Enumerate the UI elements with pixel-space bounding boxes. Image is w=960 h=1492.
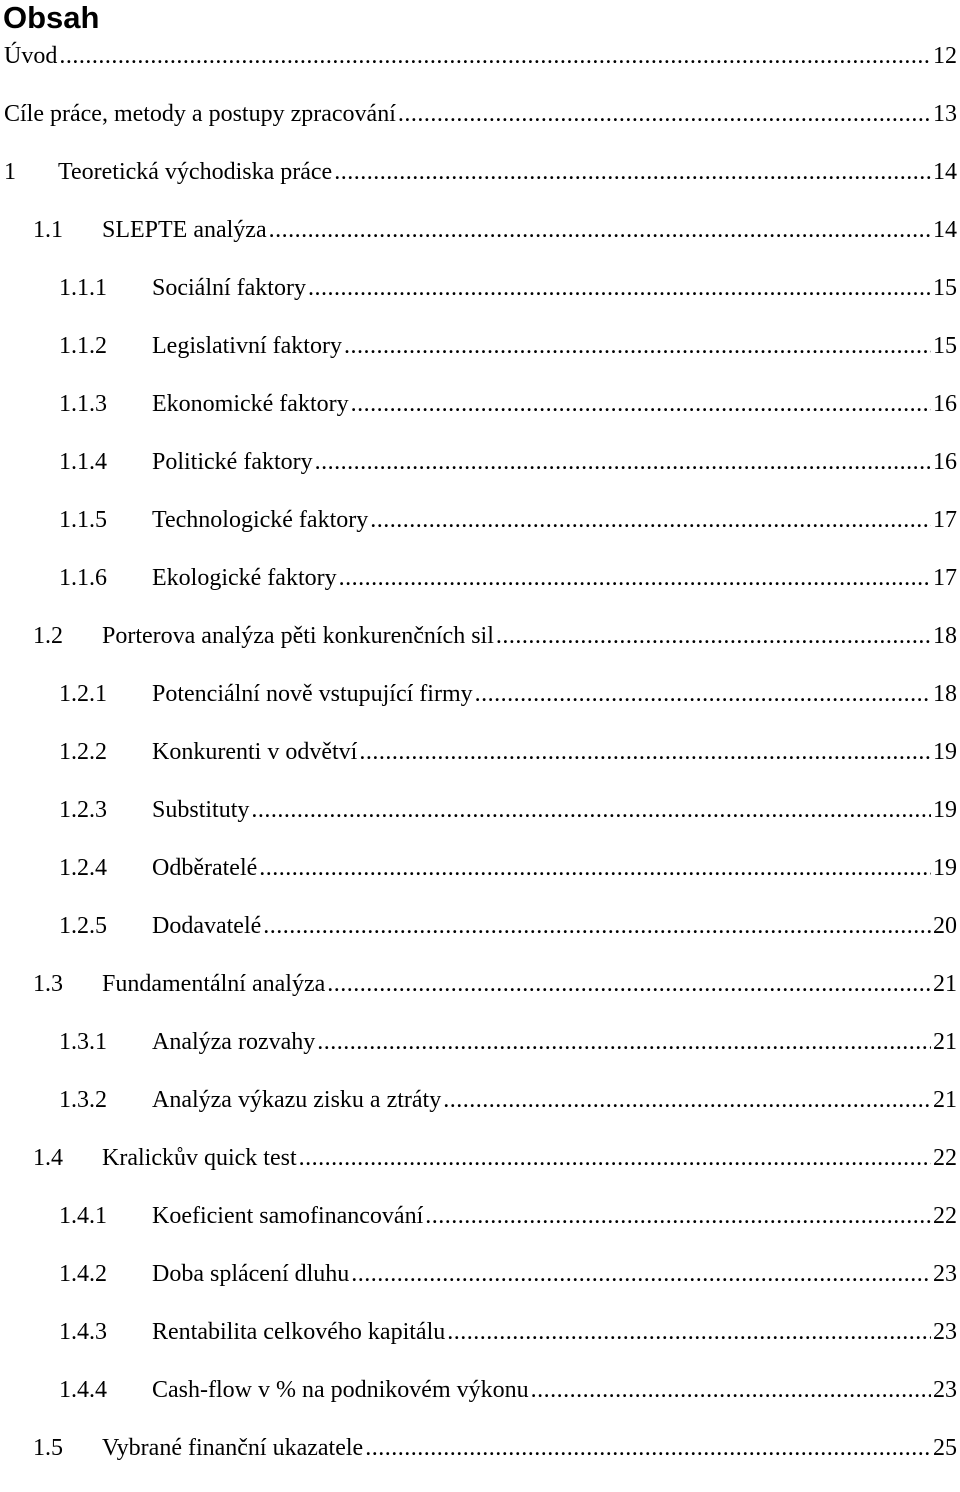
toc-entry[interactable] xyxy=(0,42,960,100)
toc-entry[interactable] xyxy=(0,332,960,390)
toc-entry[interactable] xyxy=(0,506,960,564)
toc-entry-number: 1.1.2 xyxy=(59,333,107,359)
toc-entry-number: 1.3 xyxy=(33,971,63,997)
toc-entry[interactable] xyxy=(0,1318,960,1376)
dot-leader xyxy=(344,332,931,361)
dot-leader xyxy=(308,274,931,303)
toc-entry-title: SLEPTE analýza xyxy=(102,217,267,243)
toc-entry-page-number: 23 xyxy=(933,1377,957,1403)
dot-leader xyxy=(496,622,931,651)
toc-entry[interactable] xyxy=(0,158,960,216)
toc-entry-page-number: 25 xyxy=(933,1435,957,1461)
dot-leader xyxy=(365,1434,931,1463)
toc-entry-page-number: 16 xyxy=(933,391,957,417)
dot-leader xyxy=(370,506,931,535)
toc-entry-page-number: 14 xyxy=(933,159,957,185)
toc-entry-page-number: 15 xyxy=(933,333,957,359)
toc-entry[interactable] xyxy=(0,1376,960,1434)
toc-entry[interactable] xyxy=(0,1086,960,1144)
toc-entry[interactable] xyxy=(0,680,960,738)
dot-leader xyxy=(447,1318,931,1347)
dot-leader xyxy=(443,1086,931,1115)
toc-entry[interactable] xyxy=(0,1434,960,1492)
toc-entry-page-number: 18 xyxy=(933,681,957,707)
toc-entry-page-number: 21 xyxy=(933,1087,957,1113)
dot-leader xyxy=(351,390,931,419)
toc-entry[interactable] xyxy=(0,448,960,506)
toc-entry-page-number: 12 xyxy=(933,43,957,69)
dot-leader xyxy=(269,216,931,245)
toc-entry-title: Sociální faktory xyxy=(152,275,306,301)
dot-leader xyxy=(299,1144,931,1173)
toc-entry-number: 1.4.2 xyxy=(59,1261,107,1287)
dot-leader xyxy=(351,1260,931,1289)
toc-entry-number: 1.4.1 xyxy=(59,1203,107,1229)
toc-entry-number: 1.2.2 xyxy=(59,739,107,765)
toc-entry[interactable] xyxy=(0,738,960,796)
dot-leader xyxy=(334,158,931,187)
dot-leader xyxy=(315,448,931,477)
toc-entry-page-number: 20 xyxy=(933,913,957,939)
page-title: Obsah xyxy=(3,0,100,35)
toc-entry-number: 1 xyxy=(4,159,16,185)
toc-entry-number: 1.3.2 xyxy=(59,1087,107,1113)
toc-entry-page-number: 17 xyxy=(933,507,957,533)
toc-entry-title: Potenciální nově vstupující firmy xyxy=(152,681,473,707)
table-of-contents xyxy=(0,42,960,1492)
toc-entry-number: 1.1.4 xyxy=(59,449,107,475)
toc-entry-title: Technologické faktory xyxy=(152,507,369,533)
toc-entry[interactable] xyxy=(0,100,960,158)
dot-leader xyxy=(359,738,931,767)
dot-leader xyxy=(327,970,931,999)
toc-entry-page-number: 19 xyxy=(933,855,957,881)
toc-entry[interactable] xyxy=(0,390,960,448)
toc-entry-number: 1.2 xyxy=(33,623,63,649)
toc-entry-title: Kralickův quick test xyxy=(102,1145,297,1171)
toc-entry-title: Teoretická východiska práce xyxy=(58,159,333,185)
toc-entry-page-number: 14 xyxy=(933,217,957,243)
toc-entry-page-number: 23 xyxy=(933,1319,957,1345)
toc-entry[interactable] xyxy=(0,216,960,274)
toc-entry-number: 1.4.3 xyxy=(59,1319,107,1345)
toc-entry[interactable] xyxy=(0,274,960,332)
toc-entry-title: Koeficient samofinancování xyxy=(152,1203,424,1229)
toc-entry[interactable] xyxy=(0,564,960,622)
toc-entry-title: Politické faktory xyxy=(152,449,313,475)
toc-entry-title: Porterova analýza pěti konkurenčních sil xyxy=(102,623,494,649)
toc-entry-number: 1.1.1 xyxy=(59,275,107,301)
dot-leader xyxy=(475,680,931,709)
dot-leader xyxy=(251,796,931,825)
toc-entry-page-number: 21 xyxy=(933,971,957,997)
toc-entry-number: 1.2.3 xyxy=(59,797,107,823)
toc-entry-number: 1.4 xyxy=(33,1145,63,1171)
toc-entry-title: Rentabilita celkového kapitálu xyxy=(152,1319,446,1345)
toc-entry-page-number: 22 xyxy=(933,1203,957,1229)
toc-entry-page-number: 22 xyxy=(933,1145,957,1171)
toc-entry[interactable] xyxy=(0,854,960,912)
toc-entry-title: Dodavatelé xyxy=(152,913,262,939)
toc-entry-page-number: 18 xyxy=(933,623,957,649)
toc-entry-number: 1.2.1 xyxy=(59,681,107,707)
toc-entry-page-number: 23 xyxy=(933,1261,957,1287)
toc-entry-page-number: 16 xyxy=(933,449,957,475)
toc-entry-title: Legislativní faktory xyxy=(152,333,342,359)
toc-entry-page-number: 21 xyxy=(933,1029,957,1055)
toc-entry[interactable] xyxy=(0,1260,960,1318)
toc-entry-number: 1.1.6 xyxy=(59,565,107,591)
toc-entry-page-number: 17 xyxy=(933,565,957,591)
toc-entry-number: 1.1.5 xyxy=(59,507,107,533)
toc-entry-title: Doba splácení dluhu xyxy=(152,1261,350,1287)
toc-entry-title: Konkurenti v odvětví xyxy=(152,739,358,765)
toc-entry[interactable] xyxy=(0,912,960,970)
toc-entry-number: 1.1.3 xyxy=(59,391,107,417)
toc-entry-number: 1.3.1 xyxy=(59,1029,107,1055)
dot-leader xyxy=(259,854,931,883)
toc-entry-title: Analýza rozvahy xyxy=(152,1029,316,1055)
toc-entry-title: Vybrané finanční ukazatele xyxy=(102,1435,364,1461)
toc-entry-title: Ekonomické faktory xyxy=(152,391,349,417)
toc-entry-number: 1.2.4 xyxy=(59,855,107,881)
toc-entry-number: 1.5 xyxy=(33,1435,63,1461)
dot-leader xyxy=(531,1376,931,1405)
toc-entry[interactable] xyxy=(0,796,960,854)
toc-entry-title: Analýza výkazu zisku a ztráty xyxy=(152,1087,442,1113)
toc-entry[interactable] xyxy=(0,622,960,680)
dot-leader xyxy=(263,912,931,941)
dot-leader xyxy=(317,1028,931,1057)
toc-entry[interactable] xyxy=(0,1144,960,1202)
toc-entry-page-number: 13 xyxy=(933,101,957,127)
dot-leader xyxy=(59,42,931,71)
toc-entry-title: Úvod xyxy=(4,43,58,69)
toc-entry-number: 1.4.4 xyxy=(59,1377,107,1403)
dot-leader xyxy=(425,1202,931,1231)
toc-entry[interactable] xyxy=(0,1028,960,1086)
toc-entry-title: Cash-flow v % na podnikovém výkonu xyxy=(152,1377,529,1403)
toc-entry[interactable] xyxy=(0,970,960,1028)
toc-entry-number: 1.1 xyxy=(33,217,63,243)
dot-leader xyxy=(339,564,931,593)
toc-entry-title: Odběratelé xyxy=(152,855,258,881)
dot-leader xyxy=(398,100,931,129)
toc-entry[interactable] xyxy=(0,1202,960,1260)
toc-entry-title: Fundamentální analýza xyxy=(102,971,326,997)
toc-entry-page-number: 19 xyxy=(933,797,957,823)
toc-entry-title: Substituty xyxy=(152,797,250,823)
toc-entry-number: 1.2.5 xyxy=(59,913,107,939)
toc-entry-page-number: 15 xyxy=(933,275,957,301)
toc-entry-title: Ekologické faktory xyxy=(152,565,337,591)
toc-entry-page-number: 19 xyxy=(933,739,957,765)
toc-entry-title: Cíle práce, metody a postupy zpracování xyxy=(4,101,396,127)
